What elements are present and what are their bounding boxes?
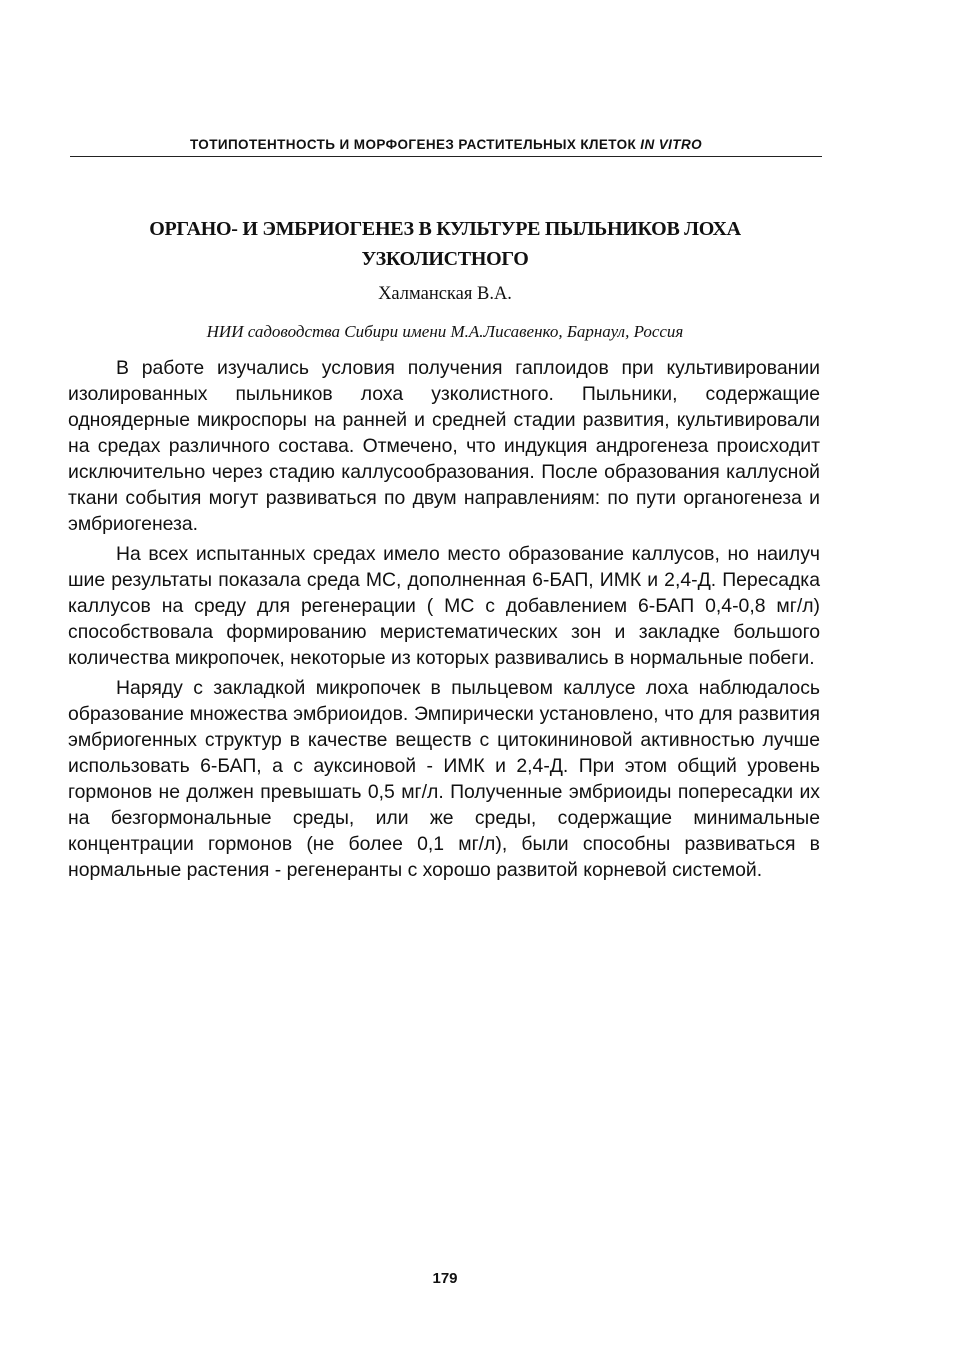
article-body: [68, 355, 820, 887]
article-author: Халманская В.А.: [378, 284, 512, 304]
header-rule: [70, 156, 822, 157]
paragraph-2: На всех испытанных средах имело место образование каллусов, но наилуч шие результаты показала среда МС, дополненная 6-БАП, ИМК и 2,4-Д. Пересадка каллусов на среду для регенерации ( МС с добавлением 6-БАП 0,4-0,8 мг/л) способствовала формированию меристематических зон и закладке большого количества микропочек, некоторые из которых развивались в нормальные побеги.: [68, 543, 820, 669]
running-header: [70, 136, 822, 154]
paragraph-1: В работе изучались условия получения гаплоидов при культивировании изолированных пыльников лоха узколистного. Пыльники, содержащие одноядерные микроспоры на ранней и средней стадии развития, культивировали на средах различного состава. Отмечено, что индукция андрогенеза происходит исключительно через стадию каллусообразования. После образования каллусной ткани события могут развиваться по двум направлениям: по пути органогенеза и эмбриогенеза.: [68, 357, 820, 535]
paragraph-3: Наряду с закладкой микропочек в пыльцевом каллусе лоха наблюдалось образование множества эмбриоидов. Эмпирически установлено, что для развития эмбриогенных структур в качестве веществ с цитокининовой активностью лучше использовать 6-БАП, а с ауксиновой - ИМК и 2,4-Д. При этом общий уровень гормонов не должен превышать 0,5 мг/л. Полученные эмбриоиды попересадки их на безгормональные среды, или же среды, содержащие минимальные концентрации гормонов (не более 0,1 мг/л), были способны развиваться в нормальные растения - регенеранты с хорошо развитой корневой системой.: [68, 677, 820, 881]
running-header-text: ТОТИПОТЕНТНОСТЬ И МОРФОГЕНЕЗ РАСТИТЕЛЬНЫХ КЛЕТОК: [189, 137, 637, 152]
article-title: ОРГАНО- И ЭМБРИОГЕНЕЗ В КУЛЬТУРЕ ПЫЛЬНИКОВ ЛОХА УЗКОЛИСТНОГО: [149, 218, 741, 270]
running-header-italic: IN VITRO: [640, 137, 702, 152]
article-affiliation: НИИ садоводства Сибири имени М.А.Лисавенко, Барнаул, Россия: [206, 322, 684, 341]
page-number: 179: [432, 1270, 458, 1287]
